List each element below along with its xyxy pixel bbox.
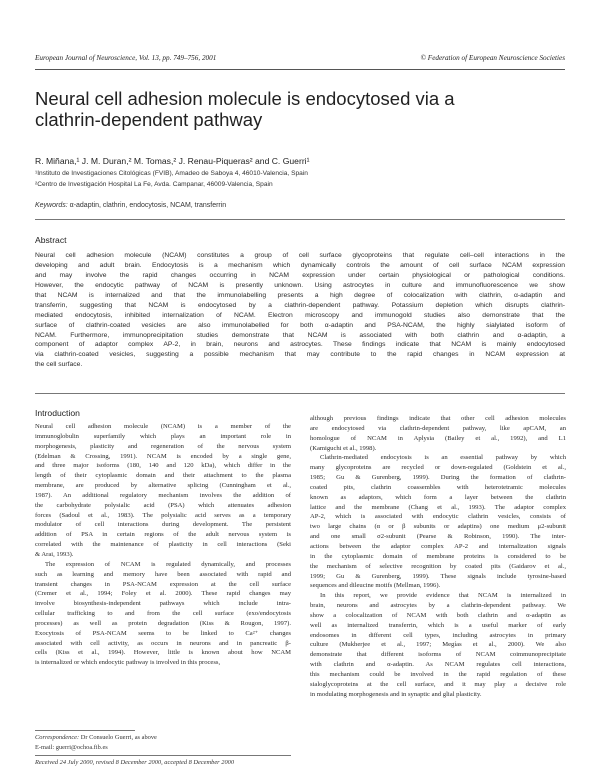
body-line: 1985; Gu & Gurenberg, 1999). During the formation of clathrin- [310, 474, 566, 482]
copyright-notice: © Federation of European Neuroscience Societies [420, 54, 565, 62]
body-line: the carbohydrate polysialic acid (PSA) which attenuates adhesion [35, 501, 291, 509]
body-column-right [310, 414, 566, 699]
body-column-left [35, 422, 291, 668]
footnote-rule [35, 730, 135, 731]
header-rule [35, 69, 565, 70]
body-line: although previous findings indicate that other cell adhesion molecules [310, 415, 566, 422]
email-note: E-mail: guerri@ochoa.fib.es [35, 744, 108, 751]
body-line: morphogenesis, plasticity and regeneration of the nervous system [35, 442, 291, 450]
article-title [35, 88, 565, 130]
body-line: is internalized or which endocytic pathway is involved in this process, [35, 659, 221, 667]
author-list: R. Miñana,¹ J. M. Duran,² M. Tomas,² J. Renau-Piqueras² and C. Guerri¹ [35, 156, 310, 166]
abstract-line: transferrin, suggesting that NCAM is endocytosed by a clathrin-dependent pathway. Potassium depletion which disrupts clathrin- [35, 301, 565, 309]
abstract-line: However, the endocytic pathway of NCAM is presently unknown. Using astrocytes in culture and immunofluorescence we show [35, 281, 565, 289]
body-line: two large chains (α or β subunits or adaptins) one medium μ2-subunit [310, 523, 566, 531]
abstract-line: via clathrin-coated vesicles, suggesting a possible mechanism that may contribute to the rapid changes in NCAM expression at [35, 351, 565, 359]
body-line: (Edelman & Crossing, 1991). NCAM is encoded by a single gene, [35, 452, 291, 460]
body-line: and one small σ2-subunit (Pearse & Robinson, 1990). The inter- [310, 533, 566, 541]
abstract-line: and may involve the rapid changes occurring in NCAM expression under certain physiological or pathological conditions. [35, 271, 565, 279]
body-line: cells (Kiss et al., 1994). However, little is known about how NCAM [35, 649, 291, 657]
affiliation-1: ¹Instituto de Investigaciones Citológicas (FVIB), Amadeo de Saboya 4, 46010-Valencia, Spain [35, 170, 308, 177]
keywords-text: α-adaptin, clathrin, endocytosis, NCAM, transferrin [69, 202, 227, 209]
abstract-line: mediated endocytosis, inhibited internalization of NCAM. Electron microscopy and immunogold studies also demonstrate that the [35, 311, 565, 319]
body-line: involve biosynthesis-independent pathways which include intra- [35, 600, 291, 608]
body-line: lattice and the membrane (Chang et al., 1993). The adaptor complex [310, 503, 566, 511]
abstract-line: the cell surface. [35, 361, 83, 369]
received-dates: Received 24 July 2000, revised 8 December 2000, accepted 8 December 2000 [35, 759, 235, 766]
abstract-heading: Abstract [35, 235, 67, 245]
body-line: Clathrin-mediated endocytosis is an essential pathway by which [320, 454, 566, 462]
body-line: such as learning and memory have been associated with rapid and [35, 570, 291, 578]
body-line: AP-2, which is associated with endocytic clathrin vesicles, consists of [310, 513, 566, 521]
body-line: actions between the adaptor complex AP-2 and internalization signals [310, 542, 566, 550]
body-line: homologue of NCAM in Aplysia (Bailey et al., 1992), and L1 [310, 434, 566, 442]
running-head [35, 54, 565, 66]
abstract-line: that NCAM is internalized and that the immunolabelling presents a high degree of colocalization with clathrin, α-adaptin and [35, 291, 565, 299]
correspondence-text: Dr Consuelo Guerri, as above [80, 734, 157, 741]
abstract-line: Neural cell adhesion molecule (NCAM) constitutes a group of cell surface glycoproteins that regulate cell–cell interactions in the [35, 252, 565, 259]
body-line: 1987). An additional regulatory mechanism involves the addition of [35, 491, 291, 499]
affiliation-2: ²Centro de Investigación Hospital La Fe, Avda. Campanar, 46009-Valencia, Spain [35, 181, 273, 188]
abstract-rule [35, 393, 565, 394]
body-line: correlated with the maintenance of plasticity in cell interactions (Seki [35, 541, 291, 549]
body-line: sialoglycoproteins at the cell surface, and it may play a decisive role [310, 680, 566, 688]
body-line: sequences and dileucine motifs (Mellman, 1996). [310, 582, 441, 590]
body-line: & Arai, 1993). [35, 550, 74, 558]
body-line: with clathrin and α-adaptin. As NCAM regulates cell interactions, [310, 661, 566, 669]
body-line: Neural cell adhesion molecule (NCAM) is a member of the [35, 423, 291, 430]
body-line: processes) as well as protein degradation (Kiss & Rougon, 1997). [35, 619, 291, 627]
title-line: Neural cell adhesion molecule is endocytosed via a [35, 88, 455, 109]
abstract-line: NCAM. Furthermore, immunoprecipitation studies demonstrate that NCAM is associated with both clathrin and α-adaptin, a [35, 331, 565, 339]
body-line: In this report, we provide evidence that NCAM is internalized in [320, 592, 566, 600]
abstract-line: surface of clathrin-coated vesicles are also immunolabelled for both α-adaptin and PSA-NCAM, the highly sialylated isoform of [35, 321, 565, 329]
keywords-label: Keywords: [35, 202, 68, 209]
body-line: are endocytosed via clathrin-dependent pathway, like apCAM, an [310, 424, 566, 432]
body-line: coated pits, clathrin coassembles with heterotetramic molecules [310, 483, 566, 491]
body-line: in the cytoplasmic domain of membrane proteins is considered to be [310, 552, 566, 560]
body-line: and three major isoforms (180, 140 and 120 kDa), which differ in the [35, 462, 291, 470]
body-line: cellular trafficking to and from the cell surface (exo/endocytosis [35, 610, 291, 618]
body-line: this mechanism could be involved in the rapid regulation of these [310, 670, 566, 678]
body-line: forces (Sadoul et al., 1983). The polysialic acid serves as a temporary [35, 511, 291, 519]
body-line: length of their cytoplasmic domain and their attachment to the plasma [35, 472, 291, 480]
body-line: addition of PSA in certain regions of the adult nervous system is [35, 531, 291, 539]
body-line: immunoglobulin superfamily which plays an important role in [35, 432, 291, 440]
body-line: brain, neurons and astrocytes by a clathrin-dependent pathway. We [310, 602, 566, 610]
body-line: Exocytosis of PSA-NCAM seems to be linked to Ca²⁺ changes [35, 629, 291, 637]
body-line: culture (Mukherjee et al., 1997; Megías et al., 2000). We also [310, 641, 566, 649]
body-line: membrane, are produced by alternative splicing (Cunningham et al., [35, 482, 291, 490]
keywords-rule [35, 219, 565, 220]
body-line: many glycoproteins are recycled or down-regulated (Goldstein et al., [310, 464, 566, 472]
body-line: well as internalized transferrin, which is a useful marker of early [310, 621, 566, 629]
correspondence-label: Correspondence: [35, 734, 80, 741]
abstract-body [35, 251, 565, 370]
keywords [35, 202, 226, 209]
body-line: transient changes in PSA-NCAM expression at the cell surface [35, 580, 291, 588]
body-line: 1999; Gu & Gurenberg, 1999). These signals include tyrosine-based [310, 572, 566, 580]
body-line: (Kamiguchi et al., 1998). [310, 444, 377, 452]
body-line: endosomes in different cell types, including astrocytes in primary [310, 631, 566, 639]
received-rule [35, 755, 291, 756]
body-line: demonstrate that different isoforms of NCAM coimmunoprecipitate [310, 651, 566, 659]
abstract-line: developing and adult brain. Endocytosis is a mechanism which dynamically controls the amount of cell surface NCAM expression [35, 261, 565, 269]
title-line: clathrin-dependent pathway [35, 109, 263, 130]
body-line: the mechanism of selective recognition by coated pits (Gaidarov et al., [310, 562, 566, 570]
body-line: show a colocalization of NCAM with both clathrin and α-adaptin as [310, 611, 566, 619]
body-line: The expression of NCAM is regulated dynamically, and processes [45, 560, 291, 568]
abstract-line: component of adaptor complex AP-2, in brain, neurons and astrocytes. These findings indicate that NCAM is mainly endocytosed [35, 341, 565, 349]
correspondence-note [35, 734, 157, 741]
body-line: in modulating morphogenesis and in synaptic and glial plasticity. [310, 690, 482, 698]
body-line: associated with cell activity, as occurs in neurons and in pancreatic β- [35, 639, 291, 647]
body-line: (Cremer et al., 1994; Foley et al. 2000). These rapid changes may [35, 590, 291, 598]
body-line: modulator of cell interactions during development. The persistent [35, 521, 291, 529]
journal-citation: European Journal of Neuroscience, Vol. 13, pp. 749–756, 2001 [35, 54, 217, 62]
body-line: known as adaptors, which form a layer between the clathrin [310, 493, 566, 501]
introduction-heading: Introduction [35, 408, 80, 418]
